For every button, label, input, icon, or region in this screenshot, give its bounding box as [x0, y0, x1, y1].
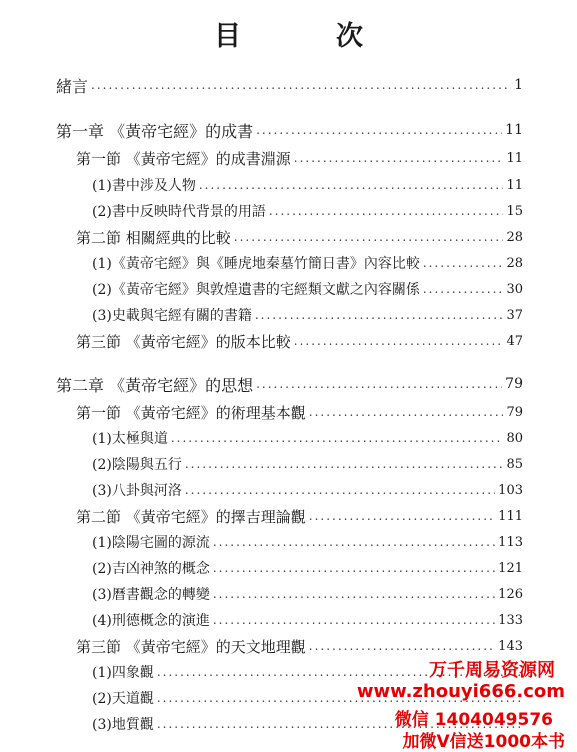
toc-entry-subsection[interactable]	[0, 477, 577, 503]
toc-entry-subsection[interactable]	[0, 529, 577, 555]
watermark-url: www.zhouyi666.com	[356, 681, 565, 702]
toc-page-number: 85	[506, 456, 523, 472]
leader-dots	[256, 117, 502, 143]
toc-entry-text: (2)天道觀	[92, 691, 154, 707]
toc-entry-subsection[interactable]	[0, 607, 577, 633]
toc-entry-text: (2)《黃帝宅經》與敦煌遺書的宅經類文獻之內容關係	[92, 282, 420, 298]
watermark-line-1: 万千周易资源网	[429, 660, 555, 681]
leader-dots	[171, 425, 504, 451]
toc-entry-subsection[interactable]	[0, 198, 577, 224]
toc-entry-section[interactable]	[0, 224, 577, 250]
toc-entry-text: (3)八卦與河洛	[92, 483, 182, 499]
leader-dots	[309, 399, 504, 425]
toc-entry-subsection[interactable]	[0, 250, 577, 276]
toc-entry-text: (4)刑德概念的演進	[92, 613, 210, 629]
leader-dots	[294, 328, 504, 354]
toc-entry-subsection[interactable]	[0, 172, 577, 198]
toc-entry-subsection[interactable]	[0, 302, 577, 328]
toc-entry-subsection[interactable]	[0, 581, 577, 607]
toc-entry-text: 第二章 《黃帝宅經》的思想	[56, 375, 254, 395]
toc-entry-text: 第一章 《黃帝宅經》的成書	[56, 121, 254, 141]
toc-page-number: 37	[506, 307, 523, 323]
toc-entry-subsection[interactable]	[0, 451, 577, 477]
toc-page-number: 1	[514, 77, 523, 93]
leader-dots	[199, 172, 504, 198]
toc-entry-section[interactable]	[0, 328, 577, 354]
leader-dots	[213, 529, 495, 555]
toc-entry-text: 緒言	[56, 76, 89, 96]
leader-dots	[309, 503, 495, 529]
toc-entry-text: (1)書中涉及人物	[92, 178, 196, 194]
toc-page-number: 79	[505, 376, 523, 392]
toc-page-number: 79	[506, 404, 523, 420]
toc-entry-text: 第一節 《黃帝宅經》的術理基本觀	[76, 403, 306, 422]
leader-dots	[91, 72, 511, 98]
leader-dots	[269, 198, 504, 224]
watermark-promo: 加微V信送1000本书	[402, 732, 565, 752]
toc-page-number: 11	[506, 150, 523, 166]
toc-entry-text: (1)《黃帝宅經》與《睡虎地秦墓竹簡日書》內容比較	[92, 256, 420, 272]
toc-entry-chapter-1[interactable]	[0, 117, 577, 143]
toc-page-number: 113	[498, 534, 523, 550]
toc-entry-subsection[interactable]	[0, 276, 577, 302]
toc-page-number: 11	[505, 122, 523, 138]
watermark-wechat: 微信 1404049576	[394, 710, 553, 730]
toc-entry-text: (3)地質觀	[92, 717, 154, 733]
leader-dots	[213, 607, 495, 633]
toc-entry-section[interactable]	[0, 145, 577, 171]
toc-entry-text: (3)史載與宅經有關的書籍	[92, 308, 252, 324]
toc-page-number: 111	[498, 508, 523, 524]
toc-entry-text: (1)四象觀	[92, 665, 154, 681]
toc-page-number: 143	[498, 638, 523, 654]
toc-entry-text: (3)曆書觀念的轉變	[92, 587, 210, 603]
toc-entry-text: 第二節 相關經典的比較	[76, 228, 231, 247]
leader-dots	[213, 555, 495, 581]
toc-page-number: 126	[498, 586, 523, 602]
toc-page-number: 28	[506, 255, 523, 271]
toc-entry-chapter-2[interactable]	[0, 371, 577, 397]
toc-entry-text: (2)書中反映時代背景的用語	[92, 204, 266, 220]
leader-dots	[213, 581, 495, 607]
toc-page-number: 30	[506, 281, 523, 297]
toc-page-number: 11	[506, 177, 523, 193]
leader-dots	[185, 451, 504, 477]
leader-dots	[255, 302, 504, 328]
toc-entry-text: (2)陰陽與五行	[92, 457, 182, 473]
toc-page-number: 47	[506, 333, 523, 349]
toc-entry-text: (1)太極與道	[92, 431, 168, 447]
leader-dots	[294, 145, 504, 171]
toc-entry-subsection[interactable]	[0, 425, 577, 451]
toc-entry-text: (1)陰陽宅圖的源流	[92, 535, 210, 551]
toc-entry-text: 第三節 《黃帝宅經》的版本比較	[76, 332, 291, 351]
toc-page-number: 121	[498, 560, 523, 576]
toc-page-number: 133	[498, 612, 523, 628]
toc-entry-section[interactable]	[0, 399, 577, 425]
leader-dots	[423, 250, 504, 276]
toc-page-number: 28	[506, 229, 523, 245]
toc-entry-text: 第一節 《黃帝宅經》的成書淵源	[76, 149, 291, 168]
toc-page-number: 103	[498, 482, 523, 498]
toc-page-number: 15	[506, 203, 523, 219]
toc-entry-section[interactable]	[0, 503, 577, 529]
toc-entry-preface[interactable]	[0, 72, 577, 98]
toc-entry-text: 第三節 《黃帝宅經》的天文地理觀	[76, 637, 306, 656]
page-title: 目 次	[214, 21, 397, 52]
toc-entry-text: 第二節 《黃帝宅經》的擇吉理論觀	[76, 507, 306, 526]
leader-dots	[256, 371, 502, 397]
leader-dots	[234, 224, 504, 250]
toc-page-number: 80	[506, 430, 523, 446]
toc-entry-text: (2)吉凶神煞的概念	[92, 561, 210, 577]
leader-dots	[185, 477, 495, 503]
toc-entry-subsection[interactable]	[0, 555, 577, 581]
leader-dots	[423, 276, 504, 302]
